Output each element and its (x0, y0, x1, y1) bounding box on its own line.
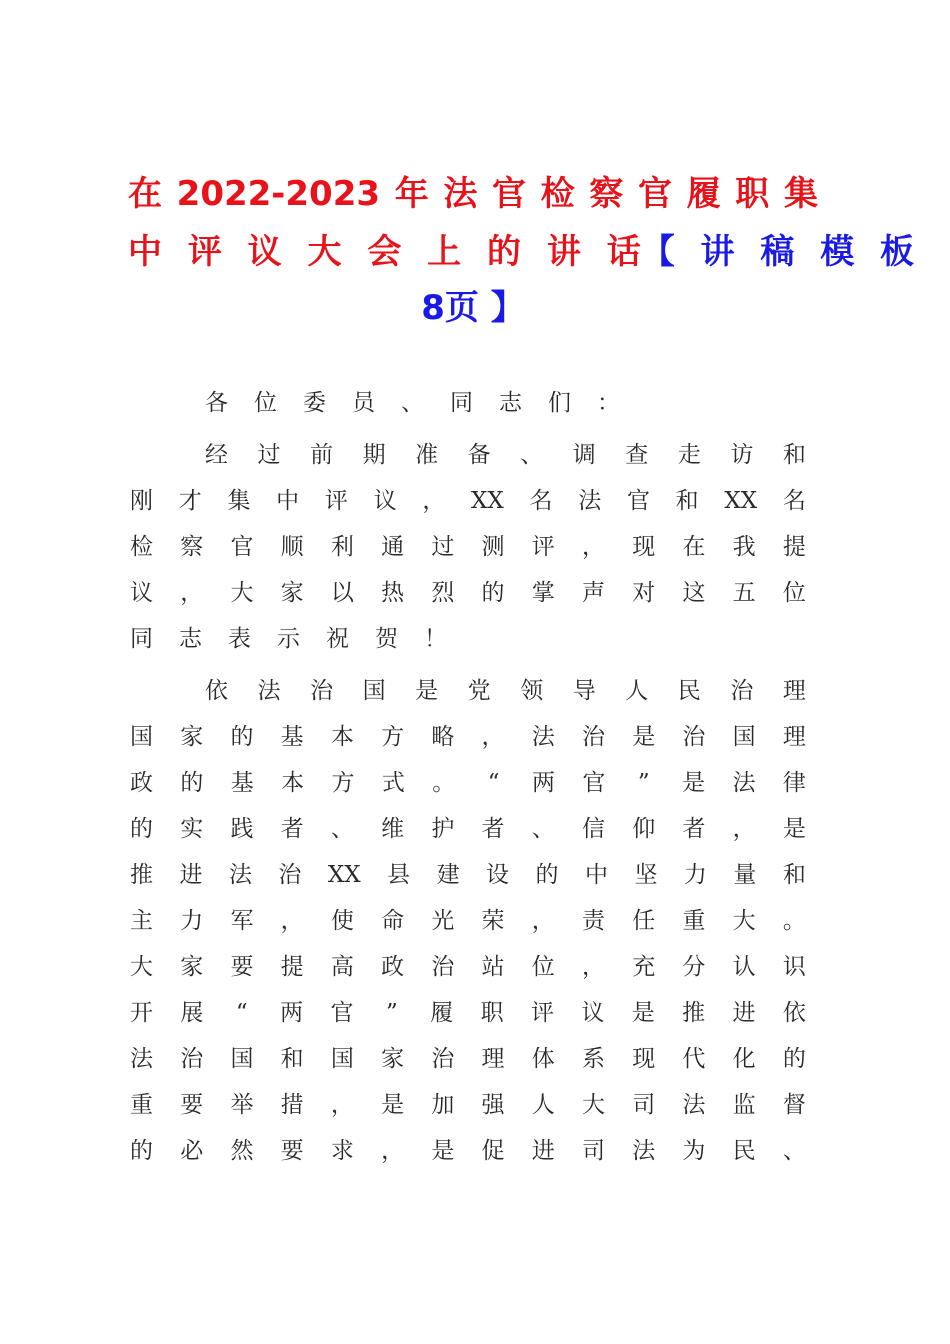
title-token: 察 (589, 174, 624, 214)
char: 方 (331, 770, 355, 796)
char: 理 (782, 678, 806, 704)
char: 。 (782, 908, 806, 934)
char: 履 (430, 1000, 454, 1026)
char: 展 (180, 1000, 204, 1026)
title-token: 检 (540, 174, 575, 214)
char: 热 (381, 580, 405, 606)
char: 表 (228, 626, 251, 652)
char: 仰 (632, 816, 656, 842)
char: 化 (732, 1046, 756, 1072)
char: 推 (130, 862, 153, 888)
char: 法 (531, 724, 555, 750)
char: 分 (682, 954, 706, 980)
title-line-2-red: 中 评 议 大 会 上 的 讲 话 (128, 232, 641, 272)
text-line (130, 898, 806, 944)
char: 过 (431, 534, 455, 560)
char: 监 (732, 1092, 756, 1118)
char: 促 (481, 1138, 505, 1164)
text-line (130, 432, 806, 478)
title-line-1 (128, 168, 818, 220)
char: 要 (280, 1138, 304, 1164)
char: 议 (130, 580, 153, 606)
char: 律 (782, 770, 806, 796)
char: 贺 (375, 626, 398, 652)
text-line (130, 990, 806, 1036)
char: 治 (730, 678, 754, 704)
char: 督 (782, 1092, 806, 1118)
char: 访 (730, 442, 754, 468)
char: 导 (572, 678, 596, 704)
char: 志 (179, 626, 202, 652)
salutation (130, 380, 806, 426)
char: XX (327, 862, 361, 888)
char: 进 (531, 1138, 555, 1164)
char: 、 (520, 442, 544, 468)
char: 的 (535, 862, 559, 888)
char: 大 (581, 1092, 605, 1118)
title-token: 职 (735, 174, 770, 214)
char: 刚 (130, 488, 153, 514)
char: 者 (280, 816, 304, 842)
char: 名 (782, 488, 806, 514)
char: 司 (581, 1138, 605, 1164)
char: XX (471, 488, 504, 514)
char: 评 (531, 1000, 554, 1026)
char: 重 (682, 908, 706, 934)
title-token: 法 (443, 174, 478, 214)
char: 大 (130, 954, 153, 980)
char: 依 (205, 678, 228, 704)
char: 者 (682, 816, 706, 842)
char: 我 (732, 534, 756, 560)
title-token: 官 (492, 174, 526, 214)
char: 实 (180, 816, 204, 842)
char: 、 (330, 816, 354, 842)
char: 五 (732, 580, 756, 606)
char: 以 (330, 580, 354, 606)
char: 理 (481, 1046, 505, 1072)
char: 治 (180, 1046, 204, 1072)
char: 各 (205, 390, 228, 416)
char: 顺 (280, 534, 304, 560)
char: 祝 (326, 626, 349, 652)
char: 法 (578, 488, 602, 514)
char: 家 (381, 1046, 405, 1072)
char: ， (180, 580, 204, 606)
char: 是 (632, 724, 656, 750)
document-body (130, 380, 806, 1174)
char: 站 (481, 954, 505, 980)
char: 的 (130, 1138, 153, 1164)
char: 本 (281, 770, 305, 796)
char: 法 (682, 1092, 706, 1118)
char: 认 (732, 954, 756, 980)
char: 查 (625, 442, 649, 468)
char: 期 (362, 442, 386, 468)
char: 提 (280, 954, 304, 980)
text-line (130, 570, 806, 616)
document-title (128, 168, 915, 334)
char: 依 (782, 1000, 806, 1026)
char: 通 (381, 534, 405, 560)
text-line (130, 524, 806, 570)
char: 军 (230, 908, 254, 934)
char: ： (597, 390, 620, 416)
title-token: 履 (686, 174, 721, 214)
char: 掌 (531, 580, 555, 606)
char: 官 (626, 488, 650, 514)
char: 和 (280, 1046, 304, 1072)
char: 加 (431, 1092, 455, 1118)
title-token: 年 (394, 174, 429, 214)
char: 是 (381, 1092, 405, 1118)
char: 治 (581, 724, 605, 750)
char: 在 (682, 534, 706, 560)
char: 位 (254, 390, 277, 416)
char: 政 (130, 770, 153, 796)
char: 检 (130, 534, 153, 560)
title-token: 集 (783, 174, 818, 214)
char: 、 (401, 390, 424, 416)
char: 和 (782, 442, 806, 468)
char: 经 (205, 442, 228, 468)
char: 推 (682, 1000, 706, 1026)
char: 法 (732, 770, 756, 796)
char: 家 (180, 724, 204, 750)
text-line (130, 1082, 806, 1128)
char: 必 (180, 1138, 204, 1164)
char: 理 (782, 724, 806, 750)
char: 中 (584, 862, 608, 888)
char: ， (381, 1138, 405, 1164)
char: XX (724, 488, 758, 514)
char: 治 (431, 954, 455, 980)
text-line (130, 478, 806, 524)
char: 信 (581, 816, 605, 842)
text-line (130, 1128, 806, 1174)
char: 志 (499, 390, 522, 416)
char: 要 (180, 1092, 204, 1118)
char: 代 (682, 1046, 706, 1072)
char: 大 (230, 580, 254, 606)
char: 任 (632, 908, 656, 934)
char: 措 (280, 1092, 304, 1118)
char: 坚 (634, 862, 658, 888)
char: 察 (180, 534, 204, 560)
char: 过 (257, 442, 281, 468)
char: 充 (632, 954, 656, 980)
char: 现 (632, 1046, 656, 1072)
char: 利 (330, 534, 354, 560)
char: 国 (330, 1046, 354, 1072)
char: 法 (257, 678, 281, 704)
char: 评 (531, 534, 555, 560)
char: 、 (531, 816, 555, 842)
char: 的 (782, 1046, 806, 1072)
char: 前 (310, 442, 334, 468)
char: 县 (387, 862, 411, 888)
char: 设 (486, 862, 510, 888)
char: 家 (280, 580, 304, 606)
char: 建 (436, 862, 460, 888)
char: 基 (280, 724, 304, 750)
char: 测 (481, 534, 505, 560)
char: 法 (130, 1046, 153, 1072)
char: 举 (230, 1092, 254, 1118)
text-line (130, 616, 806, 662)
char: 评 (324, 488, 348, 514)
char: 的 (481, 580, 505, 606)
char: 、 (782, 1138, 806, 1164)
char: ” (385, 1000, 398, 1026)
text-line (130, 714, 806, 760)
text-line (130, 1036, 806, 1082)
char: 进 (732, 1000, 756, 1026)
char: 这 (682, 580, 706, 606)
char: 司 (632, 1092, 656, 1118)
char: 们 (548, 390, 571, 416)
char: ， (581, 954, 605, 980)
char: 家 (180, 954, 204, 980)
char: 人 (625, 678, 649, 704)
char: ！ (424, 626, 447, 652)
char: 位 (782, 580, 806, 606)
char: 同 (450, 390, 473, 416)
char: 法 (632, 1138, 656, 1164)
char: ， (732, 816, 756, 842)
title-token: 官 (637, 174, 672, 214)
char: 官 (582, 770, 606, 796)
char: 方 (381, 724, 405, 750)
char: 名 (529, 488, 553, 514)
char: 力 (683, 862, 707, 888)
char: 两 (532, 770, 555, 796)
char: 才 (178, 488, 202, 514)
char: 集 (227, 488, 251, 514)
char: 官 (230, 534, 254, 560)
title-line-2-blue: 【 讲 稿 模 板 (640, 232, 915, 272)
char: 责 (581, 908, 605, 934)
char: ， (330, 1092, 354, 1118)
char: 官 (330, 1000, 354, 1026)
char: 现 (632, 534, 656, 560)
title-line-3 (128, 282, 818, 334)
char: 国 (362, 678, 386, 704)
char: 是 (682, 770, 706, 796)
char: 烈 (431, 580, 455, 606)
char: “ (487, 770, 500, 796)
char: 国 (230, 1046, 254, 1072)
char: 治 (431, 1046, 455, 1072)
char: 本 (330, 724, 354, 750)
char: 同 (130, 626, 153, 652)
char: 员 (352, 390, 375, 416)
char: ， (531, 908, 555, 934)
char: 高 (330, 954, 354, 980)
char: 是 (431, 1138, 455, 1164)
char: ， (581, 534, 605, 560)
char: 略 (431, 724, 455, 750)
char: 是 (631, 1000, 655, 1026)
char: 命 (381, 908, 405, 934)
char: 体 (531, 1046, 555, 1072)
char: 识 (782, 954, 806, 980)
char: 法 (228, 862, 252, 888)
char: 民 (732, 1138, 756, 1164)
text-line (130, 668, 806, 714)
char: 治 (278, 862, 302, 888)
char: 国 (732, 724, 756, 750)
char: 然 (230, 1138, 254, 1164)
char: 走 (677, 442, 701, 468)
text-line (130, 760, 806, 806)
char: 。 (432, 770, 456, 796)
char: 的 (230, 724, 254, 750)
char: 开 (130, 1000, 153, 1026)
char: 者 (481, 816, 505, 842)
char: 声 (581, 580, 605, 606)
text-line (130, 806, 806, 852)
title-line-3-blue: 8页 】 (421, 288, 525, 328)
char: 主 (130, 908, 153, 934)
char: 践 (230, 816, 254, 842)
char: 系 (581, 1046, 605, 1072)
char: 治 (310, 678, 334, 704)
char: 量 (733, 862, 757, 888)
char: 进 (179, 862, 203, 888)
char: 准 (415, 442, 439, 468)
char: 调 (572, 442, 596, 468)
char: 强 (481, 1092, 505, 1118)
char: 护 (431, 816, 455, 842)
char: 求 (330, 1138, 354, 1164)
char: 基 (230, 770, 254, 796)
char: 力 (180, 908, 204, 934)
char: 委 (303, 390, 326, 416)
char: 使 (330, 908, 354, 934)
char: 荣 (481, 908, 505, 934)
char: 位 (531, 954, 555, 980)
char: 议 (373, 488, 397, 514)
char: 民 (677, 678, 701, 704)
char: 党 (467, 678, 491, 704)
char: 大 (732, 908, 756, 934)
char: 政 (381, 954, 405, 980)
char: 的 (180, 770, 204, 796)
char: 维 (381, 816, 405, 842)
char: 的 (130, 816, 153, 842)
char: 治 (682, 724, 706, 750)
char: 职 (480, 1000, 504, 1026)
char: “ (235, 1000, 248, 1026)
char: 中 (276, 488, 300, 514)
char: 人 (531, 1092, 555, 1118)
char: 国 (130, 724, 153, 750)
char: 是 (415, 678, 439, 704)
paragraph-1 (130, 432, 806, 662)
char: 重 (130, 1092, 153, 1118)
char: 提 (782, 534, 806, 560)
title-line-2 (128, 226, 915, 278)
char: ， (422, 488, 446, 514)
char: 和 (782, 862, 806, 888)
char: 备 (467, 442, 491, 468)
char: 为 (682, 1138, 706, 1164)
char: 是 (782, 816, 806, 842)
char: 示 (277, 626, 300, 652)
char: 光 (431, 908, 455, 934)
text-line (130, 944, 806, 990)
char: 对 (632, 580, 656, 606)
char: ， (481, 724, 505, 750)
text-line (130, 852, 806, 898)
char: ” (637, 770, 650, 796)
title-token: 在 (128, 174, 162, 214)
title-line-1-text (128, 168, 818, 220)
char: 和 (675, 488, 699, 514)
char: 议 (581, 1000, 605, 1026)
char: 两 (280, 1000, 304, 1026)
char: 要 (230, 954, 254, 980)
paragraph-2 (130, 668, 806, 1174)
char: 领 (520, 678, 544, 704)
title-token: 2022-2023 (176, 174, 381, 214)
char: ， (280, 908, 304, 934)
char: 式 (381, 770, 405, 796)
